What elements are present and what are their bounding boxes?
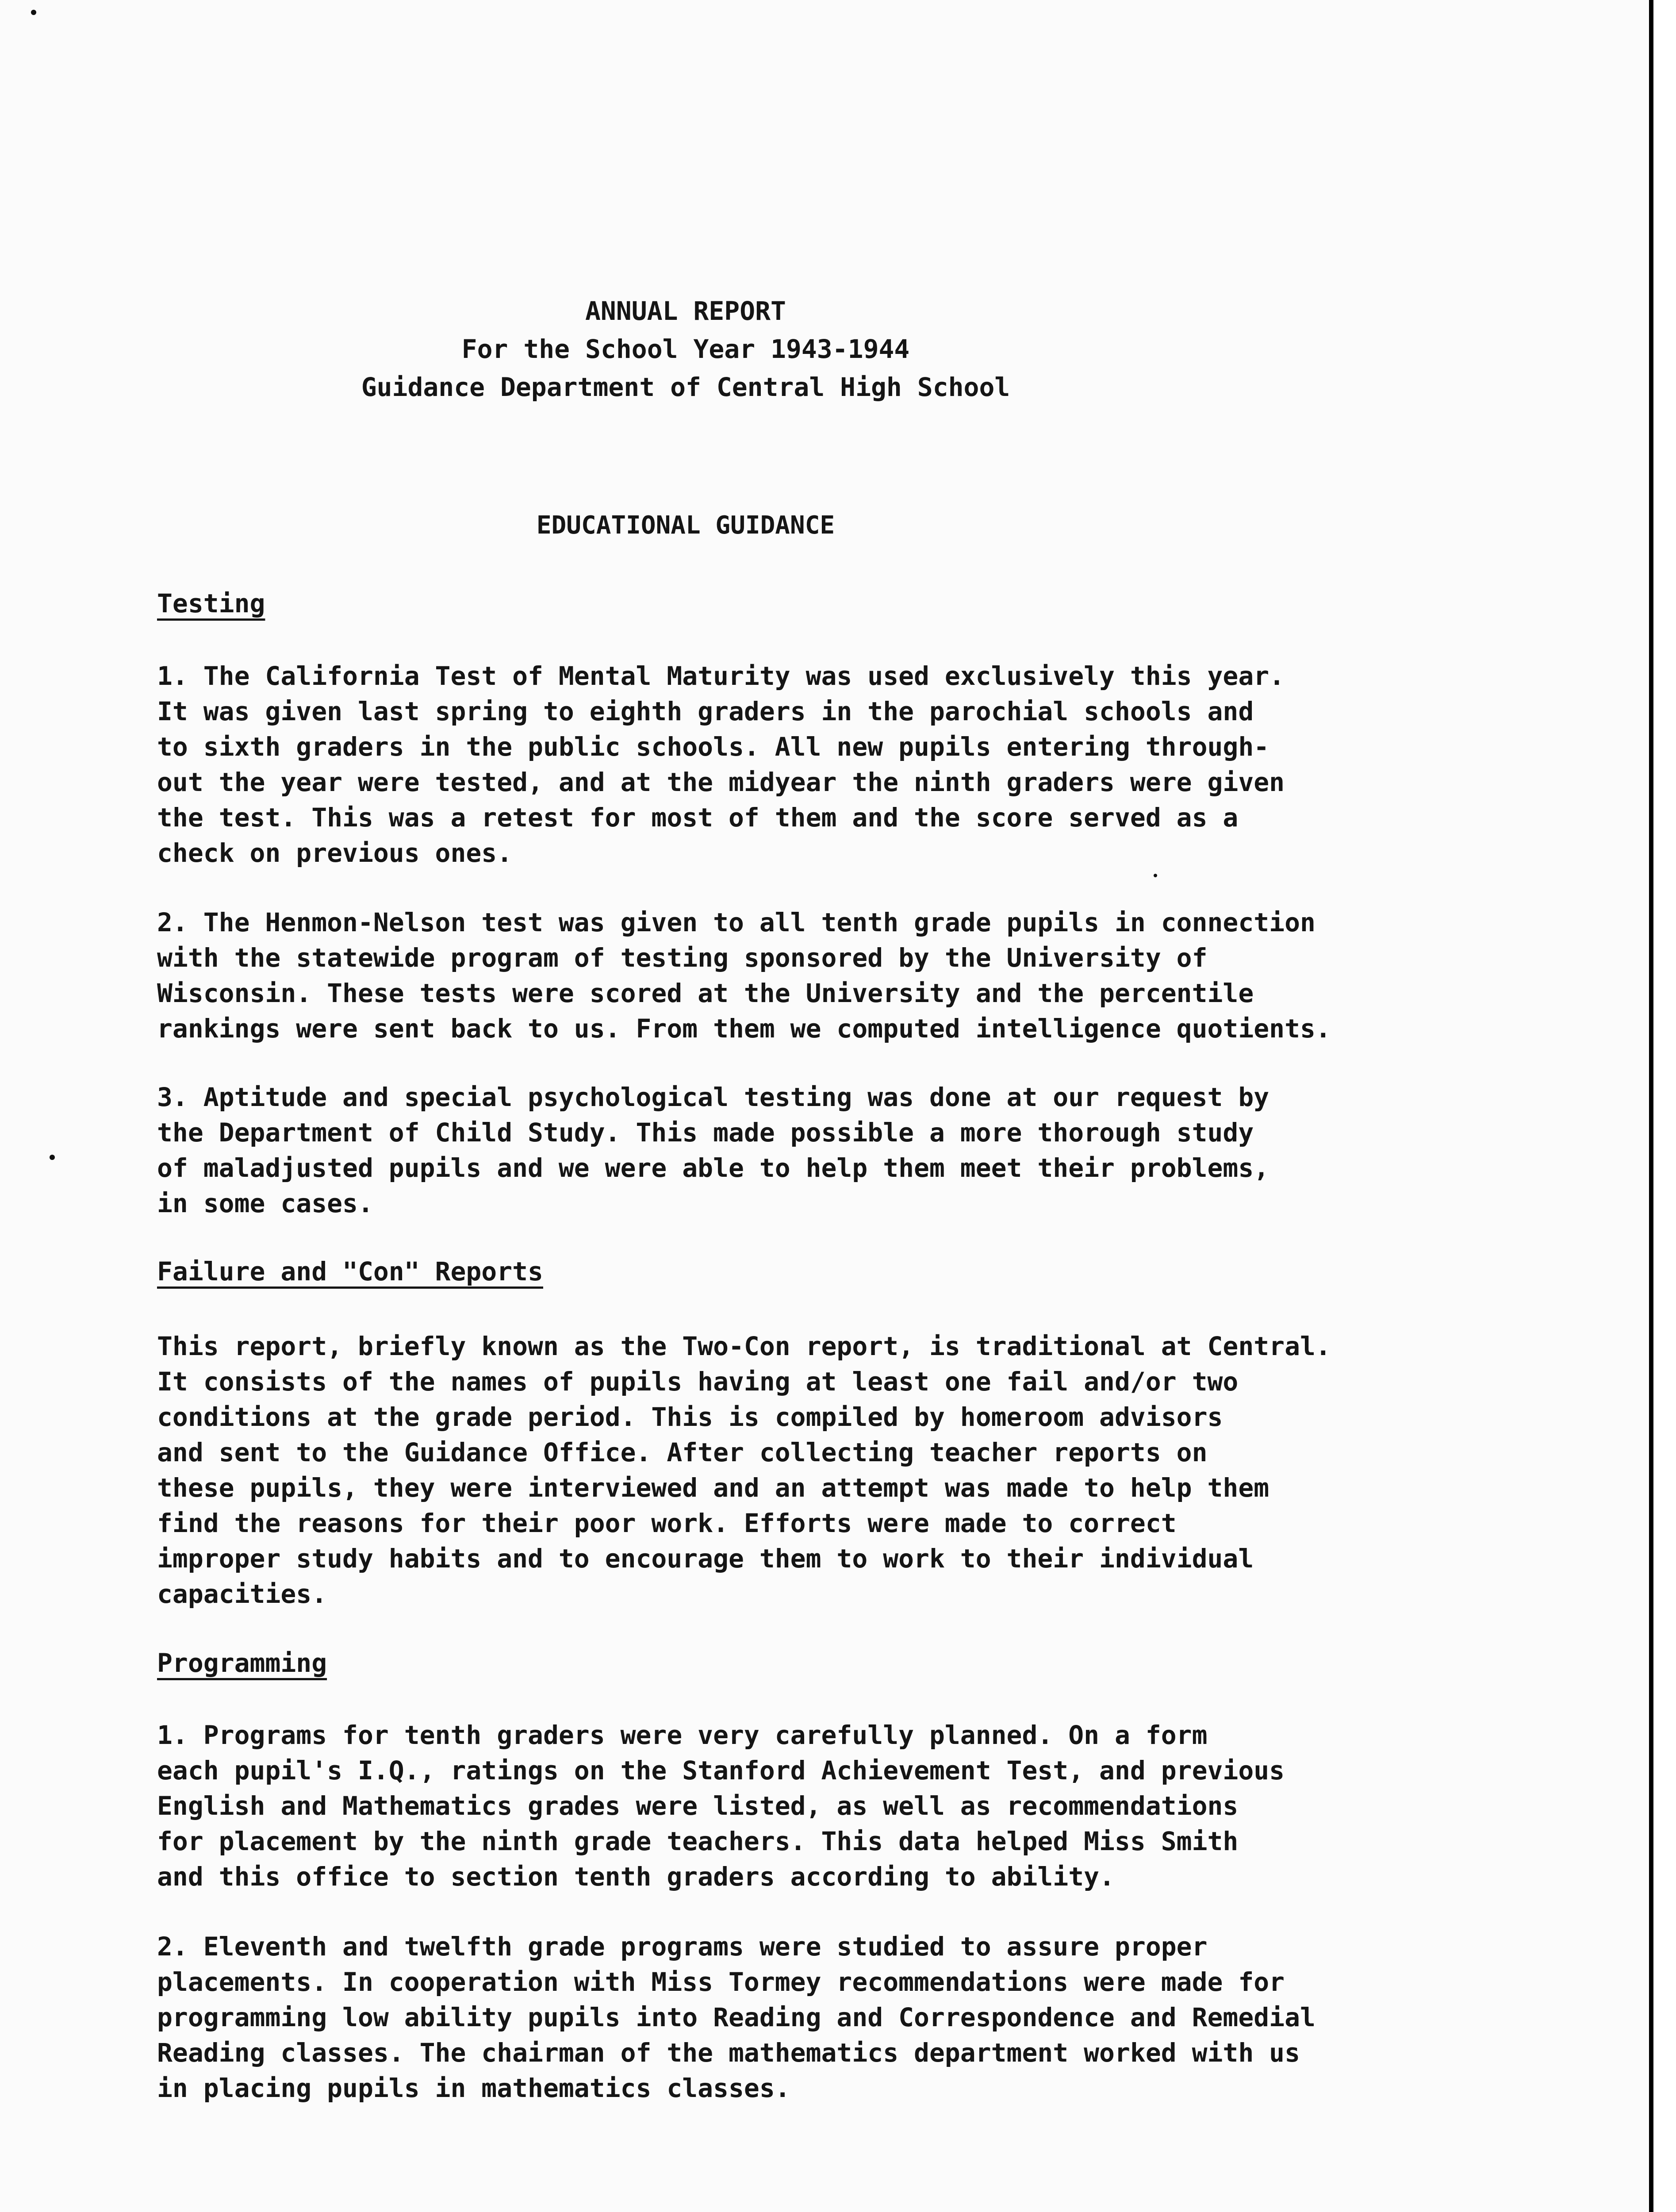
text-line: Reading classes. The chairman of the mathematics department worked with us [157,2038,1300,2068]
text-line: capacities. [157,1579,327,1609]
text-line: for placement by the ninth grade teachers. This data helped Miss Smith [157,1826,1239,1856]
text-line: each pupil's I.Q., ratings on the Stanford Achievement Test, and previous [157,1755,1285,1786]
text-line: and this office to section tenth graders according to ability. [157,1862,1115,1892]
text-line: English and Mathematics grades were listed, as well as recommendations [157,1791,1239,1821]
text-line: It consists of the names of pupils having at least one fail and/or two [157,1367,1239,1397]
programming-heading: Programming [157,1648,327,1678]
text-line: in placing pupils in mathematics classes. [157,2073,790,2103]
text-line: find the reasons for their poor work. Efforts were made to correct [157,1508,1177,1538]
text-line: and sent to the Guidance Office. After collecting teacher reports on [157,1437,1208,1467]
text-line: to sixth graders in the public schools. All new pupils entering through- [157,732,1269,762]
programming-item-1 [157,1717,1511,1894]
report-header [0,292,1371,406]
text-line: 2. The Henmon-Nelson test was given to all tenth grade pupils in connection [157,907,1315,937]
testing-item-3 [157,1079,1511,1221]
report-title: ANNUAL REPORT [585,296,786,326]
text-line: these pupils, they were interviewed and an attempt was made to help them [157,1473,1269,1503]
department-name: Guidance Department of Central High School [361,372,1010,402]
text-line: of maladjusted pupils and we were able to help them meet their problems, [157,1153,1269,1183]
text-line: improper study habits and to encourage them to work to their individual [157,1544,1254,1574]
text-line: the test. This was a retest for most of them and the score served as a [157,803,1239,833]
text-line: It was given last spring to eighth graders in the parochial schools and [157,696,1254,726]
failure-paragraph [157,1329,1511,1612]
programming-item-2 [157,1929,1511,2106]
text-line: conditions at the grade period. This is compiled by homeroom advisors [157,1402,1223,1432]
section-title: EDUCATIONAL GUIDANCE [536,511,835,540]
text-line: check on previous ones. [157,838,513,868]
speck [31,10,36,15]
speck [1154,874,1157,877]
text-line: rankings were sent back to us. From them we computed intelligence quotients. [157,1014,1331,1044]
testing-heading: Testing [157,588,265,618]
failure-heading: Failure and "Con" Reports [157,1256,543,1286]
text-line: 1. The California Test of Mental Maturity was used exclusively this year. [157,661,1285,691]
text-line: Wisconsin. These tests were scored at the University and the percentile [157,978,1254,1008]
testing-item-1 [157,658,1511,871]
text-line: This report, briefly known as the Two-Con report, is traditional at Central. [157,1331,1331,1361]
text-line: in some cases. [157,1188,373,1218]
text-line: out the year were tested, and at the midyear the ninth graders were given [157,767,1285,797]
speck [50,1155,55,1160]
text-line: 3. Aptitude and special psychological testing was done at our request by [157,1082,1269,1112]
school-year: For the School Year 1943-1944 [461,334,910,364]
text-line: with the statewide program of testing sponsored by the University of [157,943,1208,973]
text-line: 1. Programs for tenth graders were very carefully planned. On a form [157,1720,1208,1750]
text-line: programming low ability pupils into Reading and Correspondence and Remedial [157,2002,1315,2032]
text-line: 2. Eleventh and twelfth grade programs were studied to assure proper [157,1932,1208,1962]
text-line: the Department of Child Study. This made possible a more thorough study [157,1118,1254,1148]
testing-item-2 [157,905,1511,1046]
text-line: placements. In cooperation with Miss Tormey recommendations were made for [157,1967,1285,1997]
